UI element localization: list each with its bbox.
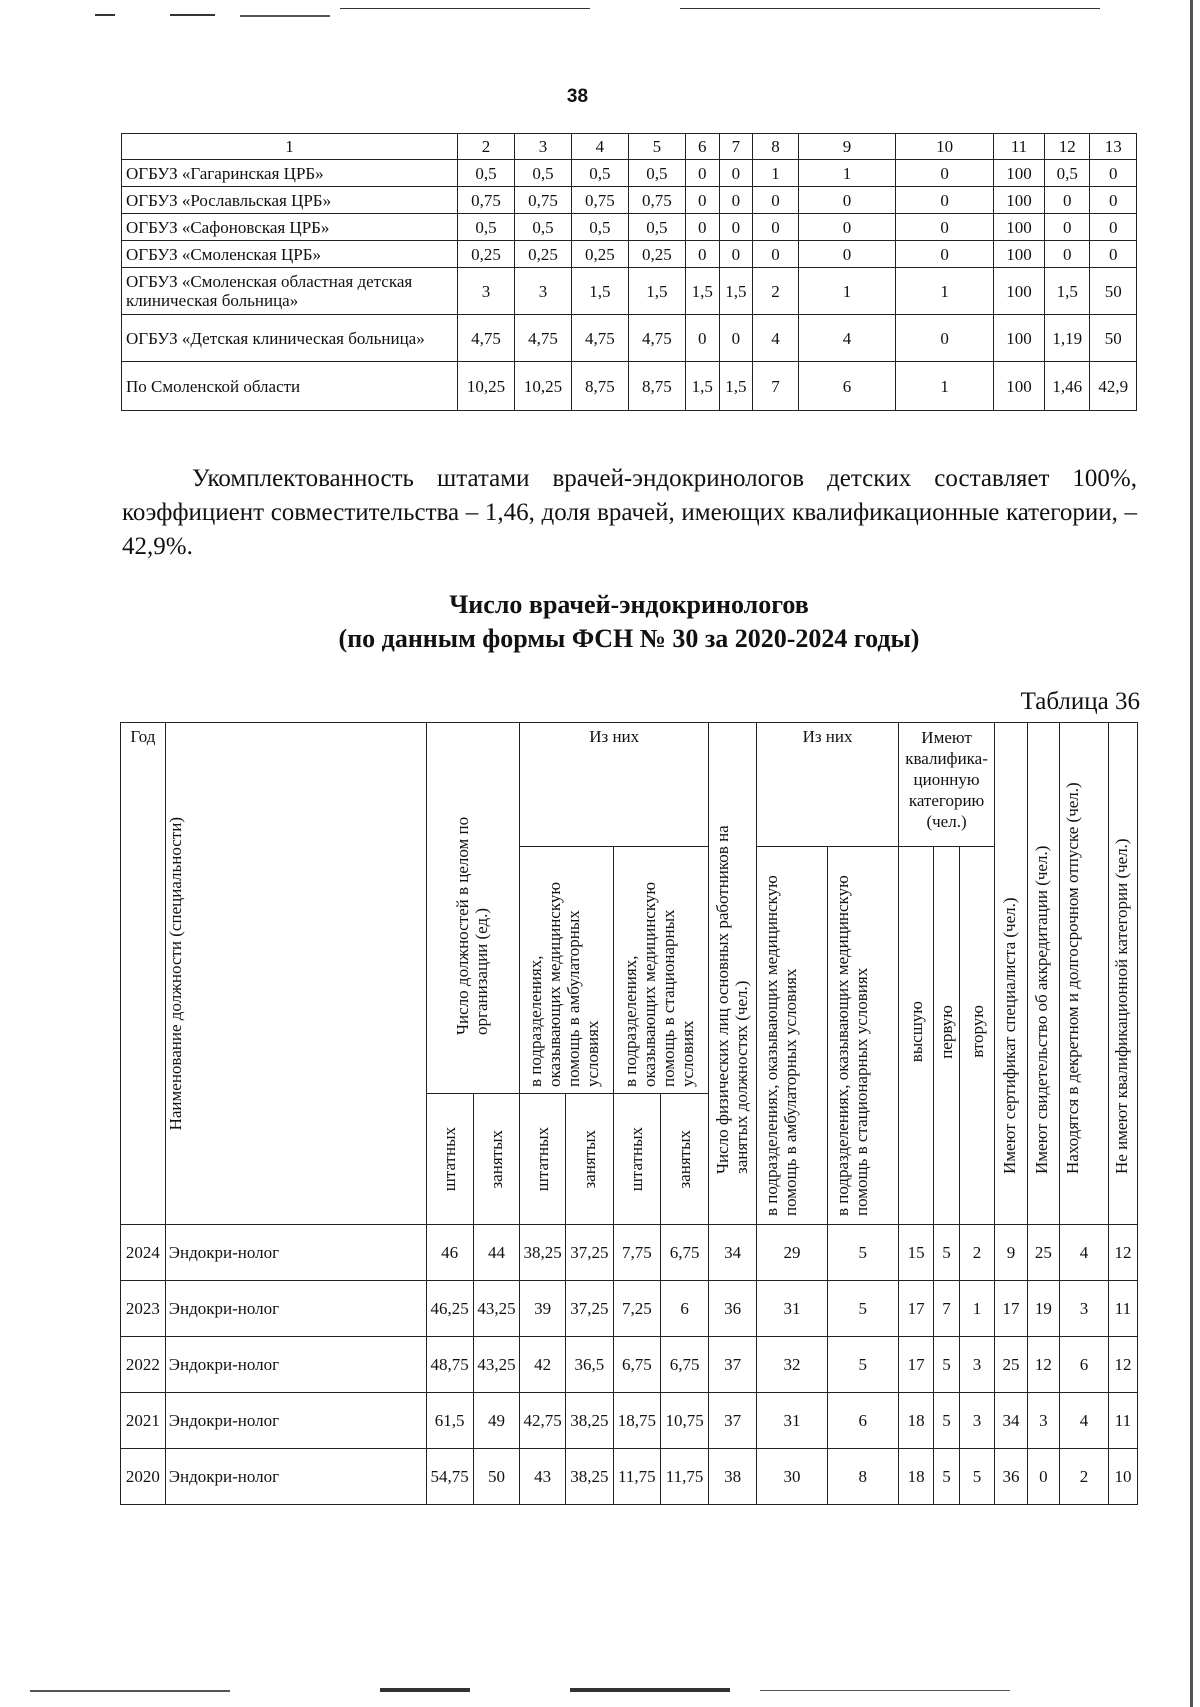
cell: 0,75 — [458, 187, 515, 214]
cell: 0 — [1090, 214, 1137, 241]
cell: 2 — [959, 1225, 995, 1281]
cell: 1,5 — [571, 268, 628, 315]
highest-header-text: высшую — [906, 1000, 926, 1063]
row-name: ОГБУЗ «Сафоновская ЦРБ» — [122, 214, 458, 241]
positions-total-header-text: Число должностей в целом по организации (ед.) — [453, 816, 492, 1035]
cell: 5 — [827, 1281, 898, 1337]
scan-artifact-line — [240, 15, 330, 17]
stationary-header — [613, 847, 708, 1094]
second-header — [959, 847, 995, 1225]
table-row — [121, 1281, 1138, 1337]
cell: 19 — [1027, 1281, 1059, 1337]
staff-header-text: штатных — [440, 1126, 460, 1192]
cell: 5 — [934, 1337, 959, 1393]
cell: 0 — [896, 214, 994, 241]
cell: 0,5 — [571, 160, 628, 187]
cell: 5 — [827, 1225, 898, 1281]
cell: 0 — [896, 160, 994, 187]
cell: 1,19 — [1045, 315, 1090, 362]
cell: 0 — [798, 187, 896, 214]
row-name: ОГБУЗ «Гагаринская ЦРБ» — [122, 160, 458, 187]
cell: 0,5 — [514, 160, 571, 187]
col-header: 5 — [628, 134, 685, 160]
cell: 10,75 — [661, 1393, 709, 1449]
cell: 4 — [1060, 1393, 1109, 1449]
cell: 48,75 — [426, 1337, 473, 1393]
cell: 0,25 — [458, 241, 515, 268]
cell: 42,75 — [520, 1393, 566, 1449]
cell: 37 — [709, 1393, 757, 1449]
cell: 36 — [709, 1281, 757, 1337]
cell: 0 — [896, 187, 994, 214]
ambulatory-header-text: в подразделениях, оказывающих медицинскую помощь в амбулаторных условиях — [526, 881, 603, 1087]
phys-stationary-header — [827, 847, 898, 1225]
cell: 0,25 — [628, 241, 685, 268]
cell: 61,5 — [426, 1393, 473, 1449]
section-title-line: Число врачей-эндокринологов — [449, 590, 809, 619]
cell: 0 — [685, 160, 719, 187]
table-header-row — [122, 134, 1137, 160]
cell: 8,75 — [628, 362, 685, 411]
section-title — [0, 588, 1200, 656]
cell: 0 — [685, 241, 719, 268]
cell: 49 — [473, 1393, 520, 1449]
cell: 5 — [827, 1337, 898, 1393]
certificate-header-text: Имеют сертификат специалиста (чел.) — [999, 896, 1019, 1174]
positions-total-header — [426, 723, 520, 1094]
table-row — [122, 268, 1137, 315]
cell: 0 — [719, 241, 753, 268]
endocrinologists-table — [120, 722, 1138, 1505]
cell: 0 — [719, 214, 753, 241]
top-table — [121, 133, 1137, 411]
table-row — [121, 1393, 1138, 1449]
accreditation-header — [1027, 723, 1059, 1225]
cell: 100 — [993, 362, 1044, 411]
cell: 4 — [798, 315, 896, 362]
col-header: 13 — [1090, 134, 1137, 160]
scan-artifact-line — [340, 8, 590, 9]
cell: 6,75 — [661, 1225, 709, 1281]
cell: 100 — [993, 241, 1044, 268]
year-cell: 2023 — [121, 1281, 166, 1337]
cell: 0,5 — [458, 214, 515, 241]
cell: 30 — [757, 1449, 827, 1505]
cell: 17 — [898, 1337, 934, 1393]
physical-persons-header-text: Число физических лиц основных работников на занятых должностях (чел.) — [712, 824, 751, 1174]
cell: 3 — [959, 1337, 995, 1393]
cell: 54,75 — [426, 1449, 473, 1505]
cell: 0 — [1090, 187, 1137, 214]
cell: 36,5 — [566, 1337, 614, 1393]
row-name: По Смоленской области — [122, 362, 458, 411]
occupied-header-text: занятых — [486, 1129, 506, 1189]
table-label: Таблица 36 — [1020, 688, 1140, 715]
year-cell: 2024 — [121, 1225, 166, 1281]
cell: 12 — [1027, 1337, 1059, 1393]
cell: 1 — [798, 160, 896, 187]
cell: 5 — [934, 1393, 959, 1449]
cell: 36 — [995, 1449, 1027, 1505]
cell: 25 — [1027, 1225, 1059, 1281]
cell: 5 — [959, 1449, 995, 1505]
cell: 6,75 — [613, 1337, 660, 1393]
cell: 31 — [757, 1393, 827, 1449]
cell: 38 — [709, 1449, 757, 1505]
table-row — [122, 187, 1137, 214]
cell: 2 — [753, 268, 798, 315]
cell: 25 — [995, 1337, 1027, 1393]
cell: 8 — [827, 1449, 898, 1505]
col-header: 7 — [719, 134, 753, 160]
cell: 1 — [959, 1281, 995, 1337]
cell: 1,5 — [628, 268, 685, 315]
cell: 17 — [995, 1281, 1027, 1337]
table-row — [122, 160, 1137, 187]
col-header: 10 — [896, 134, 994, 160]
cell: 6 — [661, 1281, 709, 1337]
cell: 0 — [1027, 1449, 1059, 1505]
cell: 0,75 — [571, 187, 628, 214]
col-header: 4 — [571, 134, 628, 160]
cell: 3 — [1060, 1281, 1109, 1337]
cell: 12 — [1108, 1225, 1137, 1281]
maternity-header — [1060, 723, 1109, 1225]
cell: 44 — [473, 1225, 520, 1281]
cell: 0 — [798, 214, 896, 241]
first-header — [934, 847, 959, 1225]
cell: 7,75 — [613, 1225, 660, 1281]
cell: 0 — [896, 241, 994, 268]
header-row-1 — [121, 723, 1138, 847]
highest-header — [898, 847, 934, 1225]
cell: 0 — [896, 315, 994, 362]
scan-artifact-line — [170, 14, 215, 16]
cell: 46,25 — [426, 1281, 473, 1337]
cell: 6 — [827, 1393, 898, 1449]
scan-artifact-line — [380, 1688, 470, 1692]
scan-artifact-line — [680, 8, 1100, 9]
cell: 3 — [1027, 1393, 1059, 1449]
cell: 0,75 — [628, 187, 685, 214]
cell: 1,5 — [685, 362, 719, 411]
cell: 43,25 — [473, 1281, 520, 1337]
cell: 0,5 — [571, 214, 628, 241]
cell: 5 — [934, 1225, 959, 1281]
cell: 10,25 — [514, 362, 571, 411]
occupied-header-text: занятых — [675, 1129, 695, 1189]
cell: 0 — [1045, 241, 1090, 268]
staff-header-text: штатных — [627, 1126, 647, 1192]
table-row — [122, 214, 1137, 241]
row-name: ОГБУЗ «Смоленская областная детская клиническая больница» — [122, 268, 458, 315]
cell: 0 — [719, 187, 753, 214]
col-header: 3 — [514, 134, 571, 160]
cell: 100 — [993, 214, 1044, 241]
cell: 0,25 — [571, 241, 628, 268]
cell: 37 — [709, 1337, 757, 1393]
col-header: 9 — [798, 134, 896, 160]
scan-artifact-line — [30, 1690, 230, 1692]
cell: 17 — [898, 1281, 934, 1337]
col-header: 2 — [458, 134, 515, 160]
cell: 15 — [898, 1225, 934, 1281]
cell: 0 — [719, 160, 753, 187]
cell: 37,25 — [566, 1225, 614, 1281]
position-cell: Эндокри-нолог — [165, 1337, 426, 1393]
phys-ambulatory-header — [757, 847, 827, 1225]
cell: 0 — [798, 241, 896, 268]
occupied-header — [566, 1094, 614, 1225]
cell: 100 — [993, 187, 1044, 214]
cell: 4 — [1060, 1225, 1109, 1281]
year-cell: 2022 — [121, 1337, 166, 1393]
cell: 10 — [1108, 1449, 1137, 1505]
cell: 6 — [798, 362, 896, 411]
cell: 6 — [1060, 1337, 1109, 1393]
scan-artifact-line — [570, 1688, 730, 1692]
cell: 37,25 — [566, 1281, 614, 1337]
cell: 9 — [995, 1225, 1027, 1281]
no-category-header — [1108, 723, 1137, 1225]
position-name-header-text: Наименование должности (специальности) — [165, 816, 185, 1131]
cell: 39 — [520, 1281, 566, 1337]
cell: 38,25 — [566, 1449, 614, 1505]
cell: 18 — [898, 1393, 934, 1449]
year-header: Год — [121, 723, 166, 1225]
cell: 42 — [520, 1337, 566, 1393]
cell: 43,25 — [473, 1337, 520, 1393]
table-row-total — [122, 362, 1137, 411]
ambulatory-header — [520, 847, 613, 1094]
cell: 46 — [426, 1225, 473, 1281]
cell: 31 — [757, 1281, 827, 1337]
cell: 50 — [1090, 315, 1137, 362]
cell: 0 — [685, 187, 719, 214]
col-header: 6 — [685, 134, 719, 160]
cell: 3 — [514, 268, 571, 315]
table-row — [121, 1449, 1138, 1505]
scan-edge — [1190, 0, 1193, 1707]
certificate-header — [995, 723, 1027, 1225]
year-cell: 2021 — [121, 1393, 166, 1449]
cell: 5 — [934, 1449, 959, 1505]
cell: 0 — [753, 214, 798, 241]
col-header: 11 — [993, 134, 1044, 160]
occupied-header — [661, 1094, 709, 1225]
staff-header — [613, 1094, 660, 1225]
cell: 11,75 — [613, 1449, 660, 1505]
cell: 1 — [753, 160, 798, 187]
cell: 10,25 — [458, 362, 515, 411]
cell: 50 — [1090, 268, 1137, 315]
cell: 0,25 — [514, 241, 571, 268]
cell: 0 — [1090, 160, 1137, 187]
cell: 0 — [1090, 241, 1137, 268]
phys-ambulatory-header-text: в подразделениях, оказывающих медицинскую помощь в амбулаторных условиях — [761, 874, 800, 1216]
position-cell: Эндокри-нолог — [165, 1281, 426, 1337]
cell: 4,75 — [514, 315, 571, 362]
col-header: 12 — [1045, 134, 1090, 160]
of-them-header-1: Из них — [520, 723, 709, 847]
cell: 0,5 — [628, 214, 685, 241]
position-cell: Эндокри-нолог — [165, 1225, 426, 1281]
cell: 4 — [753, 315, 798, 362]
cell: 11,75 — [661, 1449, 709, 1505]
cell: 0 — [719, 315, 753, 362]
cell: 2 — [1060, 1449, 1109, 1505]
cell: 34 — [995, 1393, 1027, 1449]
cell: 100 — [993, 160, 1044, 187]
cell: 38,25 — [566, 1393, 614, 1449]
cell: 0,5 — [514, 214, 571, 241]
cell: 0,5 — [628, 160, 685, 187]
cell: 0,5 — [458, 160, 515, 187]
occupied-header-text: занятых — [579, 1129, 599, 1189]
col-header: 8 — [753, 134, 798, 160]
cell: 0 — [1045, 187, 1090, 214]
of-them-header-2: Из них — [757, 723, 899, 847]
row-name: ОГБУЗ «Детская клиническая больница» — [122, 315, 458, 362]
phys-stationary-header-text: в подразделениях, оказывающих медицинскую помощь в стационарных условиях — [832, 874, 871, 1216]
cell: 7 — [934, 1281, 959, 1337]
first-header-text: первую — [937, 1004, 957, 1059]
table-row — [121, 1225, 1138, 1281]
cell: 8,75 — [571, 362, 628, 411]
scan-artifact-line — [760, 1690, 1010, 1691]
position-name-header — [165, 723, 426, 1225]
cell: 1,46 — [1045, 362, 1090, 411]
maternity-header-text: Находятся в декретном и долгосрочном отпуске (чел.) — [1062, 781, 1082, 1174]
position-cell: Эндокри-нолог — [165, 1393, 426, 1449]
physical-persons-header — [709, 723, 757, 1225]
staff-header-text: штатных — [533, 1126, 553, 1192]
cell: 7 — [753, 362, 798, 411]
page-number: 38 — [566, 86, 589, 107]
section-title-line: (по данным формы ФСН № 30 за 2020-2024 годы) — [338, 624, 920, 653]
summary-paragraph: Укомплектованность штатами врачей-эндокринологов детских составляет 100%, коэффициент совместительства – 1,46, доля врачей, имеющих квалификационные категории, – 42,9%. — [122, 465, 1137, 560]
cell: 100 — [993, 315, 1044, 362]
cell: 34 — [709, 1225, 757, 1281]
cell: 11 — [1108, 1393, 1137, 1449]
table-row — [122, 315, 1137, 362]
table-row — [121, 1337, 1138, 1393]
cell: 3 — [959, 1393, 995, 1449]
cell: 1 — [896, 268, 994, 315]
cell: 7,25 — [613, 1281, 660, 1337]
cell: 38,25 — [520, 1225, 566, 1281]
cell: 1,5 — [719, 362, 753, 411]
cell: 29 — [757, 1225, 827, 1281]
cell: 0,75 — [514, 187, 571, 214]
position-cell: Эндокри-нолог — [165, 1449, 426, 1505]
no-category-header-text: Не имеют квалификационной категории (чел.) — [1111, 837, 1131, 1174]
cell: 18 — [898, 1449, 934, 1505]
cell: 12 — [1108, 1337, 1137, 1393]
cell: 0 — [1045, 214, 1090, 241]
cell: 50 — [473, 1449, 520, 1505]
cell: 4,75 — [458, 315, 515, 362]
cell: 18,75 — [613, 1393, 660, 1449]
occupied-header — [473, 1094, 520, 1225]
table-row — [122, 241, 1137, 268]
staff-header — [426, 1094, 473, 1225]
cell: 4,75 — [628, 315, 685, 362]
cell: 11 — [1108, 1281, 1137, 1337]
cell: 0 — [685, 214, 719, 241]
cell: 43 — [520, 1449, 566, 1505]
year-cell: 2020 — [121, 1449, 166, 1505]
qualification-header: Имеют квалифика-ционную категорию (чел.) — [898, 723, 995, 847]
accreditation-header-text: Имеют свидетельство об аккредитации (чел.) — [1032, 845, 1052, 1174]
cell: 0,5 — [1045, 160, 1090, 187]
stationary-header-text: в подразделениях, оказывающих медицинскую помощь в стационарных условиях — [620, 881, 697, 1087]
cell: 1,5 — [1045, 268, 1090, 315]
row-name: ОГБУЗ «Смоленская ЦРБ» — [122, 241, 458, 268]
cell: 1 — [798, 268, 896, 315]
cell: 1,5 — [719, 268, 753, 315]
row-name: ОГБУЗ «Рославльская ЦРБ» — [122, 187, 458, 214]
col-header: 1 — [122, 134, 458, 160]
cell: 1,5 — [685, 268, 719, 315]
scan-artifact-line — [95, 14, 115, 16]
cell: 100 — [993, 268, 1044, 315]
staff-header — [520, 1094, 566, 1225]
cell: 4,75 — [571, 315, 628, 362]
cell: 3 — [458, 268, 515, 315]
cell: 32 — [757, 1337, 827, 1393]
cell: 0 — [753, 241, 798, 268]
cell: 42,9 — [1090, 362, 1137, 411]
cell: 1 — [896, 362, 994, 411]
cell: 0 — [685, 315, 719, 362]
second-header-text: вторую — [967, 1005, 987, 1058]
cell: 0 — [753, 187, 798, 214]
cell: 6,75 — [661, 1337, 709, 1393]
